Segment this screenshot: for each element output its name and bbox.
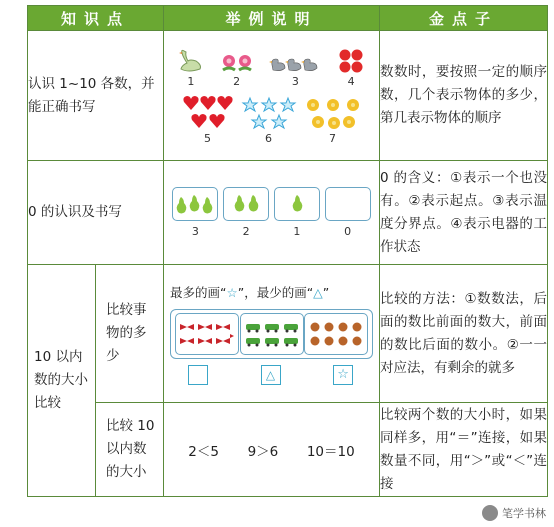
count-label: 1 xyxy=(187,74,195,88)
cars-icon xyxy=(243,319,301,349)
bows-icon xyxy=(178,319,236,349)
flowers-icon xyxy=(220,51,254,75)
example-count-1-10 xyxy=(164,31,380,161)
watermark xyxy=(482,505,546,521)
swan-icon xyxy=(178,47,204,75)
knowledge-compare-amount: 比较事物的多少 xyxy=(96,265,164,403)
tip-compare-numbers: 比较两个数的大小时，如果同样多，用“＝”连接，如果数量不同，用“＞”或“＜”连接 xyxy=(380,403,548,497)
knowledge-count-1-10: 认识 1~10 各数，并能正确书写 xyxy=(28,31,164,161)
bows-box xyxy=(175,313,239,355)
answer-box-cars: △ xyxy=(261,365,281,385)
bears-icon xyxy=(307,319,365,349)
stars-icon xyxy=(241,96,297,132)
count-label: 6 xyxy=(265,131,273,145)
pear-icon xyxy=(289,191,305,217)
compare-example: 2＜5 xyxy=(188,443,219,460)
count-label: 3 xyxy=(291,74,299,88)
ducks-icon xyxy=(269,51,321,75)
blossoms-icon xyxy=(304,96,362,132)
header-tips: 金点子 xyxy=(380,6,548,31)
compare-example: 10＝10 xyxy=(306,443,355,460)
pear-icon xyxy=(175,191,215,217)
star-mark: ☆ xyxy=(226,284,238,300)
watermark-text: 笔学书林 xyxy=(502,507,546,520)
knowledge-table xyxy=(27,5,548,497)
example-compare-amount xyxy=(164,265,380,403)
tip-compare-amount: 比较的方法：①数数法，后面的数比前面的数大，前面的数比后面的数小。②一一对应法，有剩余的就多 xyxy=(380,265,548,403)
bears-box xyxy=(304,313,368,355)
tip-zero: 0 的含义：①表示一个也没有。②表示起点。③表示温度分界点。④表示电器的工作状态 xyxy=(380,161,548,265)
pear-card-0 xyxy=(325,187,371,221)
zero-count-label: 0 xyxy=(344,225,352,238)
compare-prompt: 最多的画“☆”，最少的画“△” xyxy=(170,284,330,300)
pear-icon xyxy=(231,191,261,217)
triangle-mark: △ xyxy=(313,284,323,300)
count-label: 4 xyxy=(347,74,355,88)
compare-example: 9＞6 xyxy=(247,443,279,460)
zero-count-label: 3 xyxy=(191,225,199,238)
watermark-logo-icon xyxy=(482,505,498,521)
header-knowledge: 知识点 xyxy=(28,6,164,31)
zero-count-label: 2 xyxy=(242,225,250,238)
cars-box xyxy=(240,313,304,355)
count-label: 7 xyxy=(329,131,337,145)
compare-group-box xyxy=(170,309,373,359)
header-examples: 举例说明 xyxy=(164,6,380,31)
example-compare-numbers xyxy=(164,403,380,497)
answer-box-bears: ☆ xyxy=(333,365,353,385)
tip-count-1-10: 数数时，要按照一定的顺序数，几个表示物体的多少，第几表示物体的顺序 xyxy=(380,31,548,161)
count-label: 2 xyxy=(233,74,241,88)
zero-count-label: 1 xyxy=(293,225,301,238)
pear-card-3 xyxy=(172,187,218,221)
count-label: 5 xyxy=(204,131,212,145)
knowledge-compare-numbers: 比较 10 以内数的大小 xyxy=(96,403,164,497)
example-zero xyxy=(164,161,380,265)
pear-card-2 xyxy=(223,187,269,221)
pear-card-1 xyxy=(274,187,320,221)
knowledge-compare-group: 10 以内数的大小比较 xyxy=(28,265,96,497)
answer-box-bows xyxy=(188,365,208,385)
hearts-icon xyxy=(182,94,234,132)
compare-answer-marks xyxy=(164,359,379,385)
knowledge-zero: 0 的认识及书写 xyxy=(28,161,164,265)
apples-icon xyxy=(337,47,365,75)
